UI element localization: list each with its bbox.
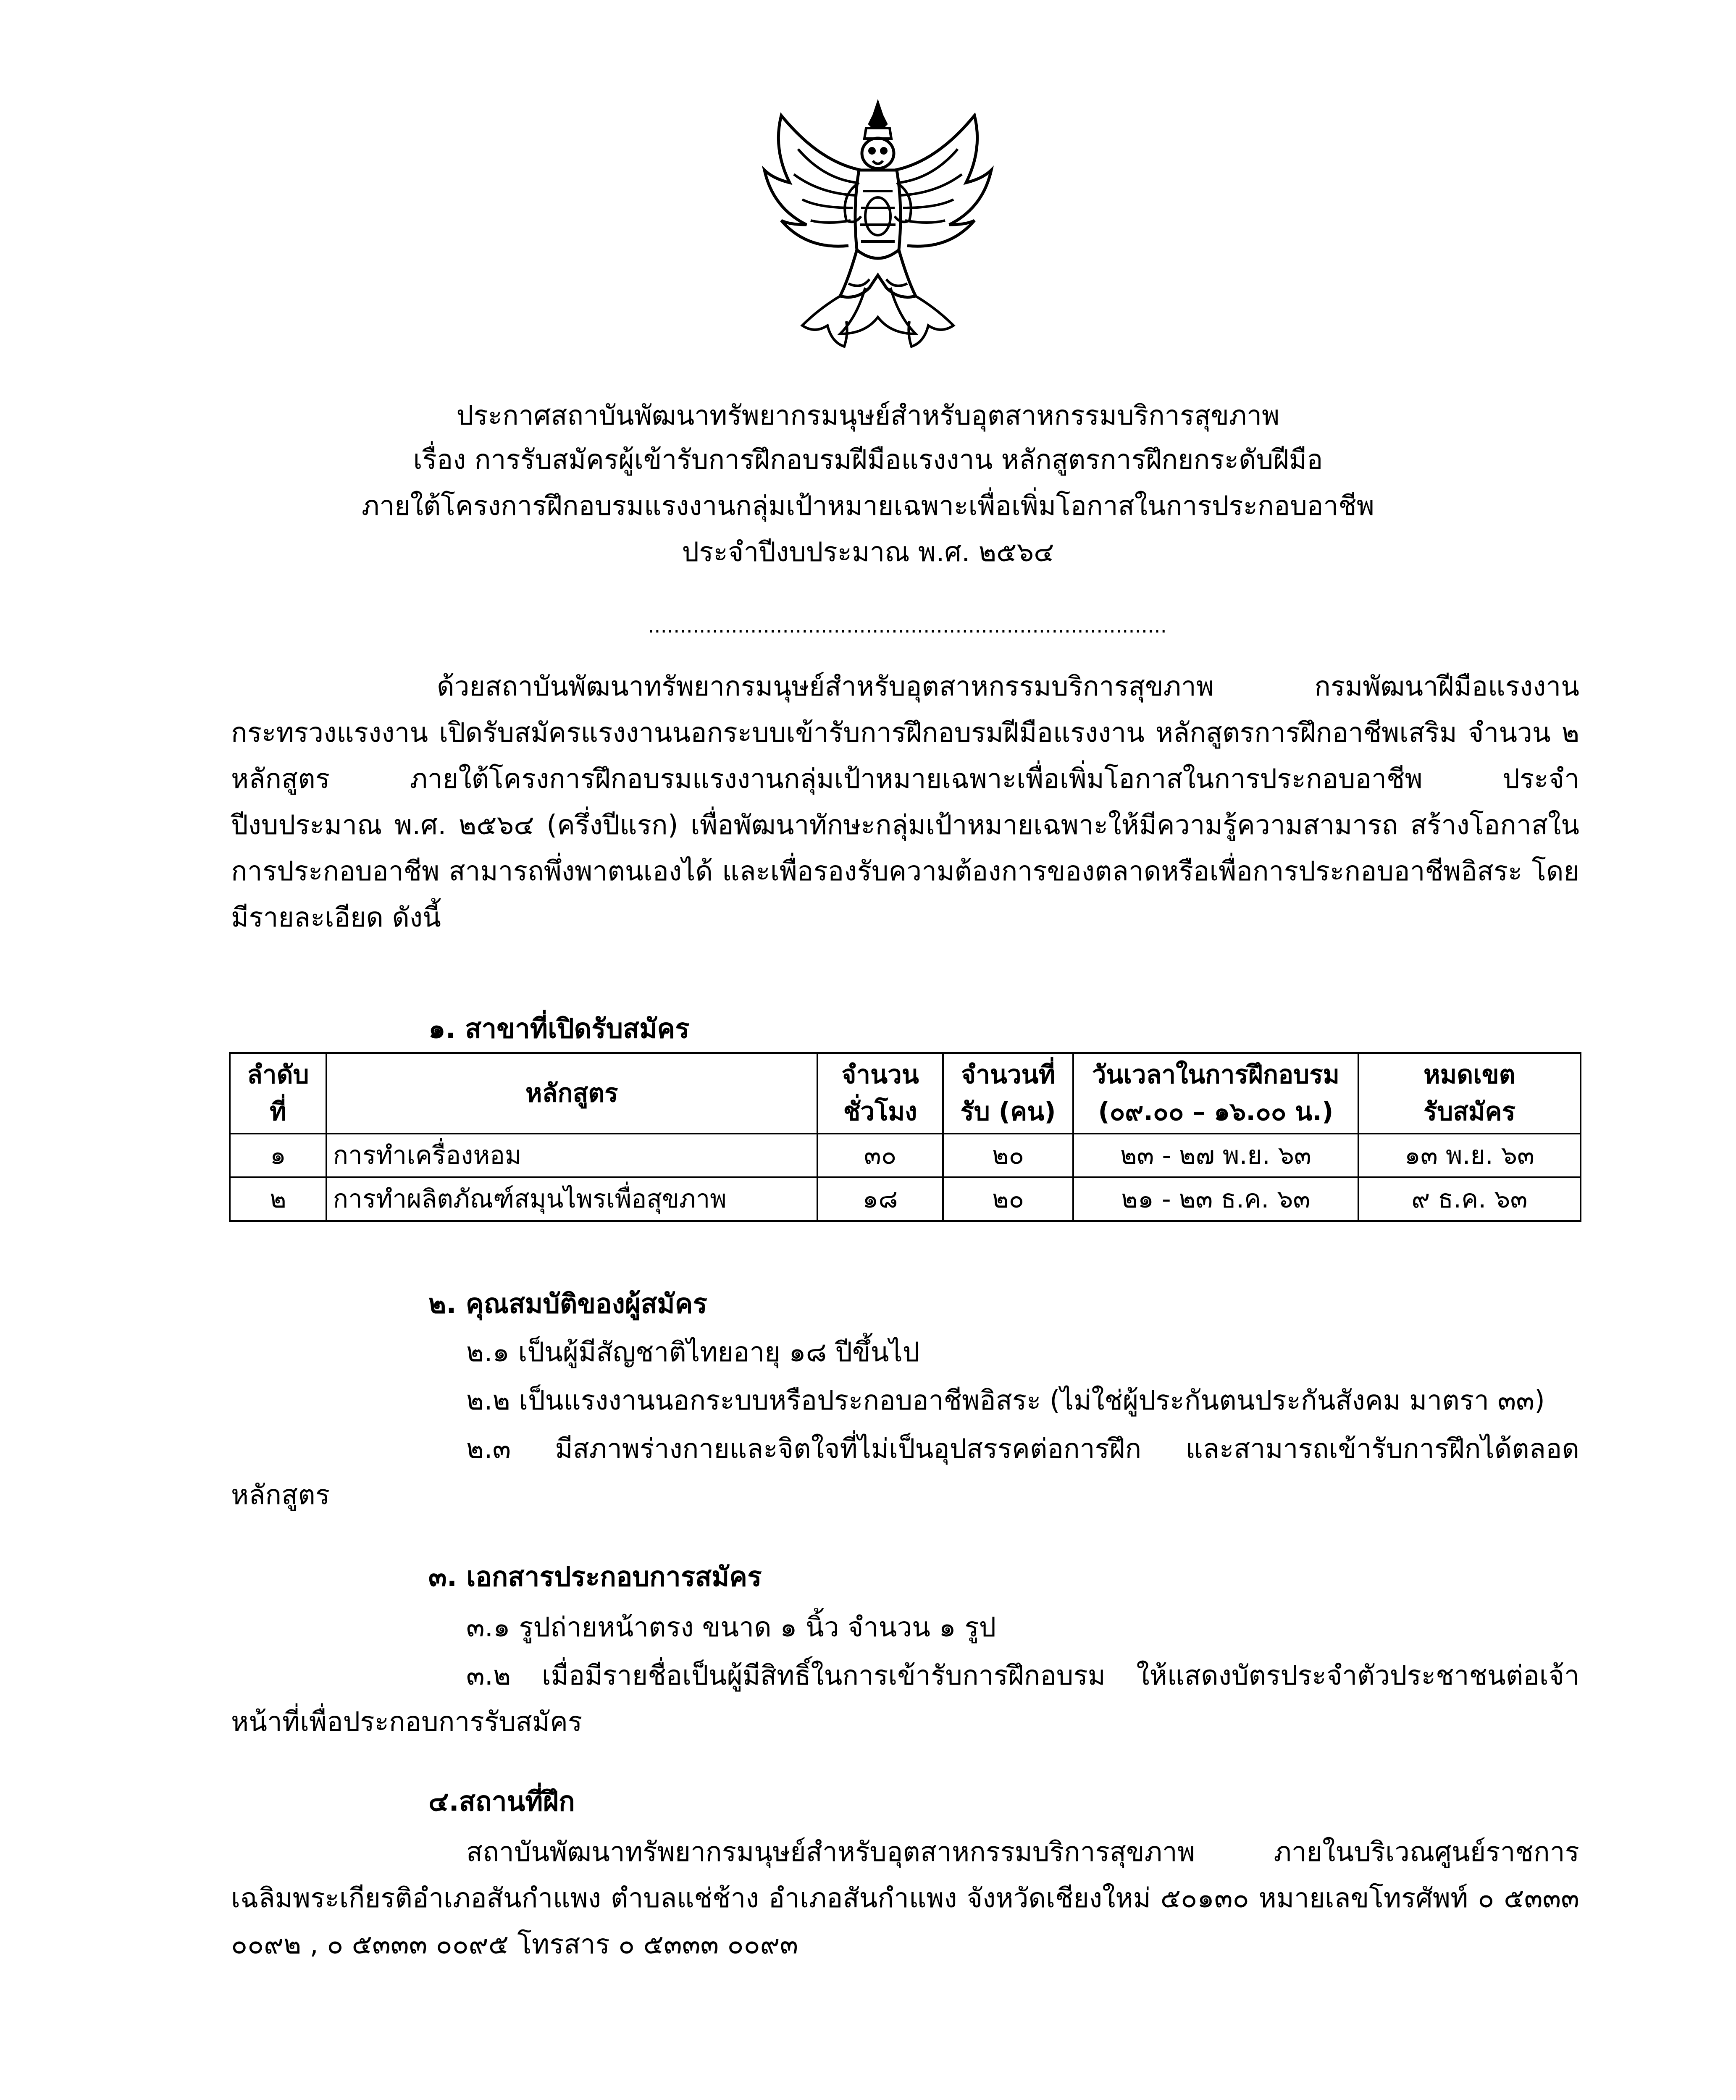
cell-no: ๒ [230, 1177, 326, 1221]
col-header-no: ลำดับ ที่ [230, 1053, 326, 1134]
training-location-text: สถาบันพัฒนาทรัพยากรมนุษย์สำหรับอุตสาหกรรมบริการสุขภาพ ภายในบริเวณศูนย์ราชการเฉลิมพระเกียรติอำเภอสันกำแพง ตำบลแช่ช้าง อำเภอสันกำแพง จังหวัดเชียงใหม่ ๕๐๑๓๐ หมายเลขโทรศัพท์ ๐ ๕๓๓๓ ๐๐๙๒ , ๐ ๕๓๓๓ ๐๐๙๕ โทรสาร ๐ ๕๓๓๓ ๐๐๙๓ [231, 1837, 1579, 1960]
section-2-heading: ๒. คุณสมบัติของผู้สมัคร [428, 1289, 707, 1320]
intro-text: ด้วยสถาบันพัฒนาทรัพยากรมนุษย์สำหรับอุตสาหกรรมบริการสุขภาพ กรมพัฒนาฝีมือแรงงาน กระทรวงแรงงาน เปิดรับสมัครแรงงานนอกระบบเข้ารับการฝึกอบรมฝีมือแรงงาน หลักสูตรการฝึกอาชีพเสริม จำนวน ๒ หลักสูตร ภายใต้โครงการฝึกอบรมแรงงานกลุ่มเป้าหมายเฉพาะเพื่อเพิ่มโอกาสในการประกอบอาชีพ ประจำปีงบประมาณ พ.ศ. ๒๕๖๔ (ครึ่งปีแรก) เพื่อพัฒนาทักษะกลุ่มเป้าหมายเฉพาะให้มีความรู้ความสามารถ สร้างโอกาสในการประกอบอาชีพ สามารถพึ่งพาตนเองได้ และเพื่อรองรับความต้องการของตลาดหรือเพื่อการประกอบอาชีพอิสระ โดยมีรายละเอียด ดังนี้ [231, 671, 1579, 933]
cell-deadline: ๑๓ พ.ย. ๖๓ [1358, 1134, 1581, 1177]
announcement-subject: เรื่อง การรับสมัครผู้เข้ารับการฝึกอบรมฝีมือแรงงาน หลักสูตรการฝึกยกระดับฝีมือ [413, 444, 1323, 475]
document-item-2: ๓.๒ เมื่อมีรายชื่อเป็นผู้มีสิทธิ์ในการเข้ารับการฝึกอบรม ให้แสดงบัตรประจำตัวประชาชนต่อเจ้าหน้าที่เพื่อประกอบการรับสมัคร [231, 1660, 1579, 1738]
qualification-item-1: ๒.๑ เป็นผู้มีสัญชาติไทยอายุ ๑๘ ปีขึ้นไป [466, 1337, 920, 1368]
col-header-dates: วันเวลาในการฝึกอบรม (๐๙.๐๐ – ๑๖.๐๐ น.) [1073, 1053, 1358, 1134]
table-row [230, 1134, 1581, 1177]
col-header-course: หลักสูตร [326, 1053, 817, 1134]
cell-course: การทำเครื่องหอม [326, 1134, 817, 1177]
col-header-seats: จำนวนที่ รับ (คน) [943, 1053, 1073, 1134]
announcement-project: ภายใต้โครงการฝึกอบรมแรงงานกลุ่มเป้าหมายเฉพาะเพื่อเพิ่มโอกาสในการประกอบอาชีพ [362, 491, 1374, 522]
cell-deadline: ๙ ธ.ค. ๖๓ [1358, 1177, 1581, 1221]
cell-course: การทำผลิตภัณฑ์สมุนไพรเพื่อสุขภาพ [326, 1177, 817, 1221]
section-1-heading: ๑. สาขาที่เปิดรับสมัคร [428, 1013, 690, 1045]
cell-hours: ๑๘ [817, 1177, 943, 1221]
cell-no: ๑ [230, 1134, 326, 1177]
document-item-2-paragraph [231, 1653, 1579, 1745]
col-header-hours: จำนวน ชั่วโมง [817, 1053, 943, 1134]
cell-seats: ๒๐ [943, 1134, 1073, 1177]
header-separator: ................................................................................. [648, 614, 1167, 638]
cell-dates: ๒๓ - ๒๗ พ.ย. ๖๓ [1073, 1134, 1358, 1177]
col-header-deadline: หมดเขต รับสมัคร [1358, 1053, 1581, 1134]
document-item-1: ๓.๑ รูปถ่ายหน้าตรง ขนาด ๑ นิ้ว จำนวน ๑ รูป [466, 1612, 996, 1643]
intro-paragraph [231, 664, 1579, 941]
announcement-title: ประกาศสถาบันพัฒนาทรัพยากรมนุษย์สำหรับอุตสาหกรรมบริการสุขภาพ [456, 400, 1280, 431]
training-location-paragraph [231, 1829, 1579, 1968]
cell-hours: ๓๐ [817, 1134, 943, 1177]
qualification-item-3: ๒.๓ มีสภาพร่างกายและจิตใจที่ไม่เป็นอุปสรรคต่อการฝึก และสามารถเข้ารับการฝึกได้ตลอดหลักสูตร [231, 1433, 1579, 1511]
courses-table [229, 1052, 1581, 1222]
cell-seats: ๒๐ [943, 1177, 1073, 1221]
qualification-item-3-paragraph [231, 1426, 1579, 1518]
announcement-fiscal-year: ประจำปีงบประมาณ พ.ศ. ๒๕๖๔ [682, 537, 1054, 568]
section-4-heading: ๔.สถานที่ฝึก [428, 1786, 575, 1817]
garuda-emblem-icon [756, 99, 1000, 355]
cell-dates: ๒๑ - ๒๓ ธ.ค. ๖๓ [1073, 1177, 1358, 1221]
table-row [230, 1177, 1581, 1221]
section-3-heading: ๓. เอกสารประกอบการสมัคร [428, 1562, 762, 1593]
table-header-row [230, 1053, 1581, 1134]
qualification-item-2: ๒.๒ เป็นแรงงานนอกระบบหรือประกอบอาชีพอิสระ (ไม่ใช่ผู้ประกันตนประกันสังคม มาตรา ๓๓) [466, 1385, 1545, 1416]
